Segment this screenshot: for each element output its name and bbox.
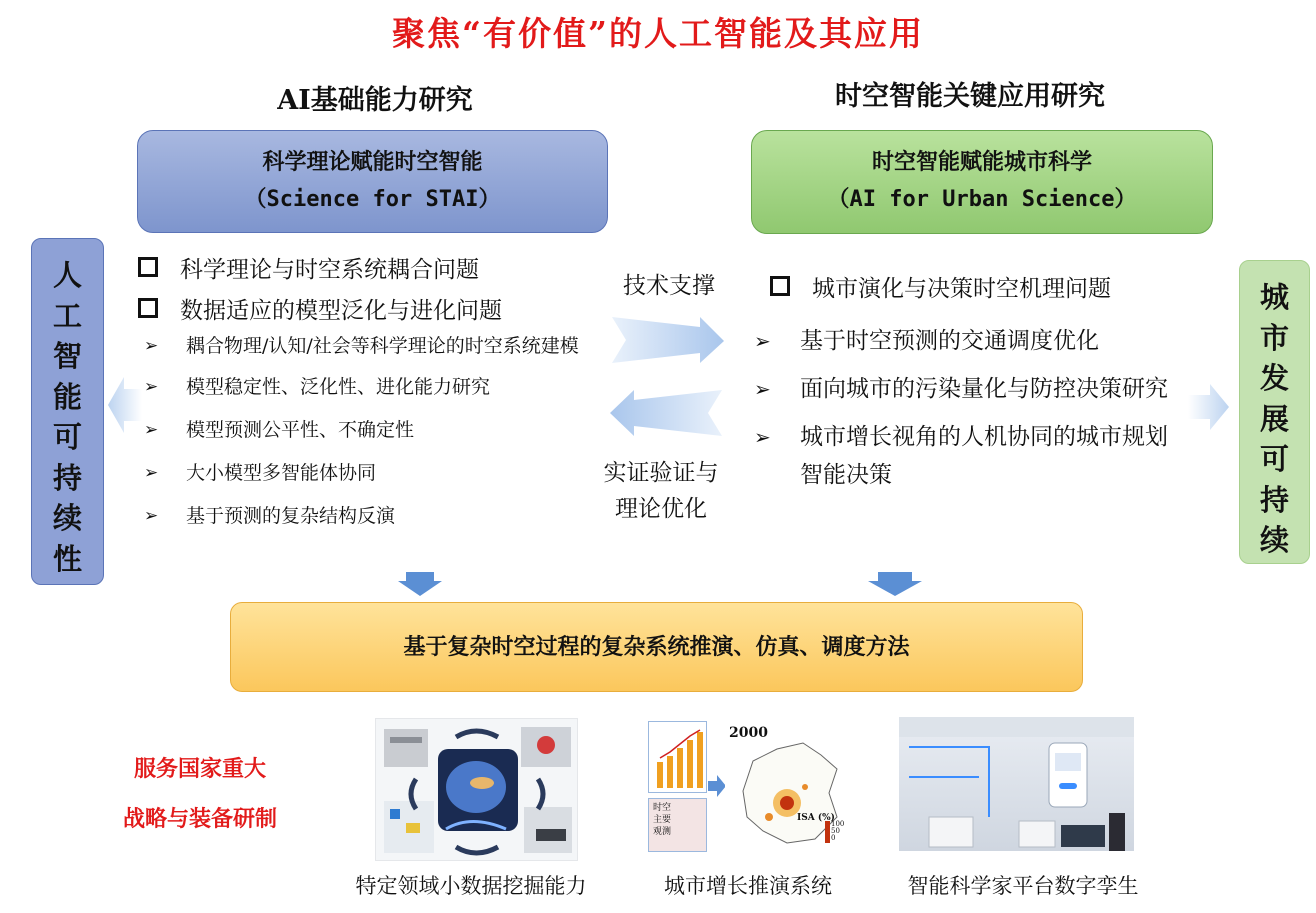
method-box: 基于复杂时空过程的复杂系统推演、仿真、调度方法 bbox=[230, 602, 1083, 692]
side-left-char: 能 bbox=[52, 379, 82, 414]
arrow-bullet-icon: ➢ bbox=[754, 377, 771, 401]
left-square-item bbox=[138, 290, 608, 326]
down-arrow-left bbox=[398, 572, 442, 596]
side-right-char: 城 bbox=[1259, 280, 1289, 314]
arrow-bullet-icon: ➢ bbox=[144, 420, 159, 440]
left-arrow-item bbox=[138, 331, 608, 362]
side-right-char: 展 bbox=[1259, 401, 1289, 436]
left-square-text: 数据适应的模型泛化与进化问题 bbox=[180, 297, 502, 324]
left-list bbox=[138, 250, 608, 532]
flow-arrow-icon bbox=[708, 775, 726, 797]
ai-for-urban-science-box bbox=[751, 130, 1213, 234]
left-arrow-text: 模型稳定性、泛化性、进化能力研究 bbox=[186, 376, 491, 398]
left-square-item bbox=[138, 250, 608, 284]
validation-label-line2: 理论优化 bbox=[615, 496, 707, 522]
brain-robot-figure bbox=[375, 718, 578, 861]
caption-digital-twin: 智能科学家平台数字孪生 bbox=[907, 874, 1139, 898]
side-right-char: 续 bbox=[1259, 523, 1289, 557]
right-heading: 时空智能关键应用研究 bbox=[835, 81, 1105, 112]
map-legend-tick: 50 bbox=[831, 827, 840, 835]
science-for-stai-box bbox=[137, 130, 608, 233]
right-arrow-item bbox=[752, 418, 1212, 494]
arrow-bullet-icon: ➢ bbox=[144, 377, 159, 397]
service-line1: 服务国家重大 bbox=[133, 756, 266, 782]
urban-map-figure bbox=[725, 721, 855, 855]
side-left-char: 智 bbox=[52, 339, 82, 373]
map-legend-tick: 0 bbox=[831, 834, 836, 842]
side-right-char: 可 bbox=[1259, 442, 1289, 476]
right-box-line1: 时空智能赋能城市科学 bbox=[871, 149, 1092, 175]
arrow-bullet-icon: ➢ bbox=[144, 336, 159, 356]
right-square-text: 城市演化与决策时空机理问题 bbox=[812, 275, 1111, 302]
digital-twin-figure bbox=[899, 717, 1134, 851]
side-right-char: 发 bbox=[1259, 361, 1289, 395]
left-arrow-text: 基于预测的复杂结构反演 bbox=[186, 505, 396, 527]
square-bullet-icon bbox=[770, 276, 790, 296]
caption-small-data-mining: 特定领域小数据挖掘能力 bbox=[355, 874, 587, 898]
left-arrow-item bbox=[138, 501, 608, 532]
brain-illustration bbox=[376, 719, 578, 861]
right-arrow-text: 城市增长视角的人机协同的城市规划智能决策 bbox=[800, 424, 1168, 488]
map-legend-tick: 100 bbox=[831, 820, 845, 828]
observation-text: 时空 bbox=[653, 803, 672, 813]
square-bullet-icon bbox=[138, 257, 158, 277]
left-square-text: 科学理论与时空系统耦合问题 bbox=[180, 256, 479, 283]
square-bullet-icon bbox=[138, 298, 158, 318]
urban-sustainability-box bbox=[1239, 260, 1310, 564]
map-year: 2000 bbox=[729, 725, 768, 741]
digital-twin-illustration bbox=[899, 717, 1134, 851]
arrow-bullet-icon: ➢ bbox=[754, 329, 771, 353]
left-arrow-text: 大小模型多智能体协同 bbox=[186, 462, 377, 484]
right-arrow-text: 面向城市的污染量化与防控决策研究 bbox=[800, 376, 1168, 402]
validation-label-line1: 实证验证与 bbox=[603, 460, 719, 486]
left-arrow-item bbox=[138, 372, 608, 403]
side-left-char: 人 bbox=[52, 258, 82, 292]
right-arrow-item bbox=[752, 370, 1212, 408]
bar-chart-illustration bbox=[649, 722, 707, 793]
ai-sustainability-box bbox=[31, 238, 104, 585]
side-left-char: 持 bbox=[52, 460, 82, 495]
left-flow-arrow bbox=[610, 388, 722, 438]
side-left-char: 性 bbox=[52, 541, 82, 576]
side-left-char: 续 bbox=[52, 501, 82, 535]
bar-chart-thumbnail bbox=[648, 721, 707, 793]
left-box-line2: （Science for STAI） bbox=[244, 187, 501, 212]
right-arrow-item bbox=[752, 322, 1212, 360]
side-left-char: 可 bbox=[52, 420, 82, 454]
left-outward-arrow bbox=[106, 375, 142, 435]
map-legend-title: ISA (%) bbox=[797, 813, 835, 823]
left-box-line1: 科学理论赋能时空智能 bbox=[262, 149, 483, 175]
side-left-char: 工 bbox=[52, 298, 82, 333]
page-title: 聚焦“有价值”的人工智能及其应用 bbox=[392, 14, 924, 53]
arrow-bullet-icon: ➢ bbox=[144, 463, 159, 483]
service-line2: 战略与装备研制 bbox=[122, 806, 277, 832]
right-list bbox=[752, 268, 1212, 494]
left-heading: AI基础能力研究 bbox=[277, 85, 473, 116]
left-arrow-item bbox=[138, 458, 608, 489]
right-square-item bbox=[752, 268, 1212, 304]
left-arrow-item bbox=[138, 415, 608, 446]
validation-label bbox=[586, 455, 736, 527]
right-box-line2: （AI for Urban Science） bbox=[827, 187, 1137, 212]
left-arrow-text: 耦合物理/认知/社会等科学理论的时空系统建模 bbox=[186, 335, 579, 357]
arrow-bullet-icon: ➢ bbox=[144, 506, 159, 526]
observation-text: 观测 bbox=[653, 827, 672, 837]
observation-text: 主要 bbox=[653, 815, 672, 825]
observation-thumbnail bbox=[648, 798, 707, 852]
map-legend-ticks bbox=[831, 821, 844, 842]
side-right-char: 市 bbox=[1259, 320, 1289, 355]
side-right-char: 持 bbox=[1259, 482, 1289, 517]
caption-urban-growth: 城市增长推演系统 bbox=[664, 874, 832, 898]
right-flow-arrow bbox=[612, 315, 724, 365]
right-arrow-text: 基于时空预测的交通调度优化 bbox=[800, 328, 1099, 354]
left-arrow-text: 模型预测公平性、不确定性 bbox=[186, 419, 415, 441]
arrow-bullet-icon: ➢ bbox=[754, 425, 771, 449]
tech-support-label: 技术支撑 bbox=[623, 273, 715, 299]
down-arrow-right bbox=[868, 572, 922, 596]
